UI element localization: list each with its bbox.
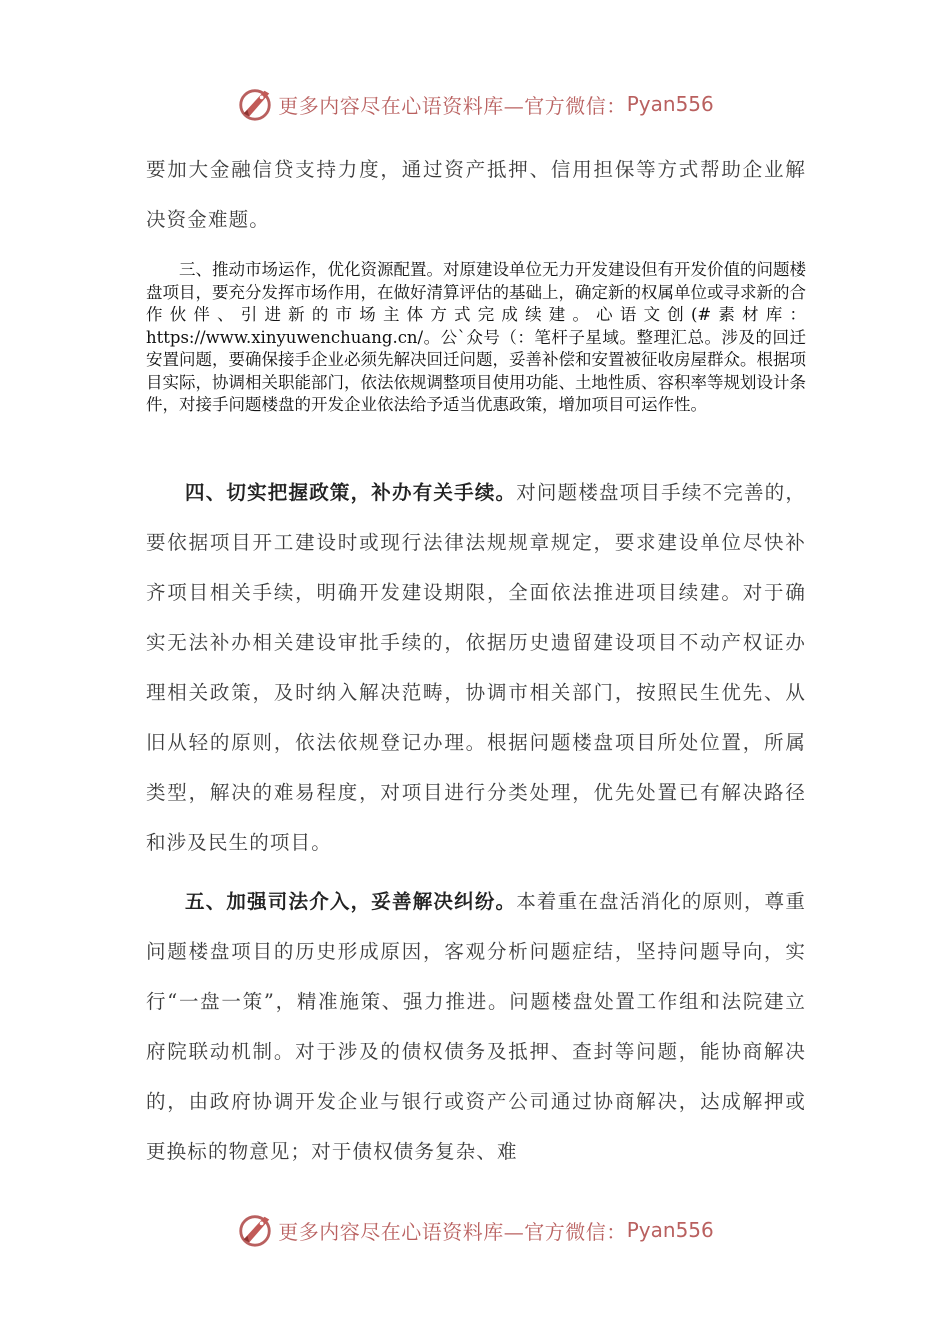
paragraph-2: 三、推动市场运作，优化资源配置。对原建设单位无力开发建设但有开发价值的问题楼盘项目，要充分发挥市场作用，在做好清算评估的基础上，确定新的权属单位或寻求新的合作伙伴、引进新的市场主体方式完成续建。心语文创(#素材库：https://www.xinyuwenchuang.cn/。公`众号（：笔杆子星域。整理汇总。涉及的回迁安置问题，要确保接手企业必须先解决回迁问题，妥善补偿和安置被征收房屋群众。根据项目实际，协调相关职能部门，依法依规调整项目使用功能、土地性质、容积率等规划设计条件，对接手问题楼盘的开发企业依法给予适当优惠政策，增加项目可运作性。 [146, 260, 806, 414]
paragraph-3-heading: 四、切实把握政策，补办有关手续。 [185, 481, 517, 504]
paragraph-4-body: 本着重在盘活消化的原则，尊重问题楼盘项目的历史形成原因，客观分析问题症结，坚持问题导向，实行“一盘一策”，精准施策、强力推进。问题楼盘处置工作组和法院建立府院联动机制。对于涉及的债权债务及抵押、查封等问题，能协商解决的，由政府协调开发企业与银行或资产公司通过协商解决，达成解押或更换标的物意见；对于债权债务复杂、难 [146, 890, 807, 1163]
paragraph-3 [146, 468, 806, 868]
paragraph-3-body: 对问题楼盘项目手续不完善的，要依据项目开工建设时或现行法律法规规章规定，要求建设单位尽快补齐项目相关手续，明确开发建设期限，全面依法推进项目续建。对于确实无法补办相关建设审批手续的，依据历史遗留建设项目不动产权证办理相关政策，及时纳入解决范畴，协调市相关部门，按照民生优先、从旧从轻的原则，依法依规登记办理。根据问题楼盘项目所处位置，所属类型，解决的难易程度，对项目进行分类处理，优先处置已有解决路径和涉及民生的项目。 [146, 481, 807, 854]
paragraph-4-heading: 五、加强司法介入，妥善解决纠纷。 [185, 890, 517, 913]
paragraph-4 [146, 877, 806, 1177]
pen-nib-logo-icon [236, 1211, 274, 1249]
paragraph-1: 要加大金融信贷支持力度，通过资产抵押、信用担保等方式帮助企业解决资金难题。 [146, 158, 806, 231]
header-banner [0, 82, 950, 126]
banner-text: 更多内容尽在心语资料库—官方微信： [278, 1219, 627, 1244]
wechat-id: Pyan556 [626, 1218, 714, 1242]
footer-banner [0, 1208, 950, 1252]
wechat-id: Pyan556 [626, 92, 714, 116]
pen-nib-logo-icon [236, 85, 274, 123]
banner-text: 更多内容尽在心语资料库—官方微信： [278, 93, 627, 118]
